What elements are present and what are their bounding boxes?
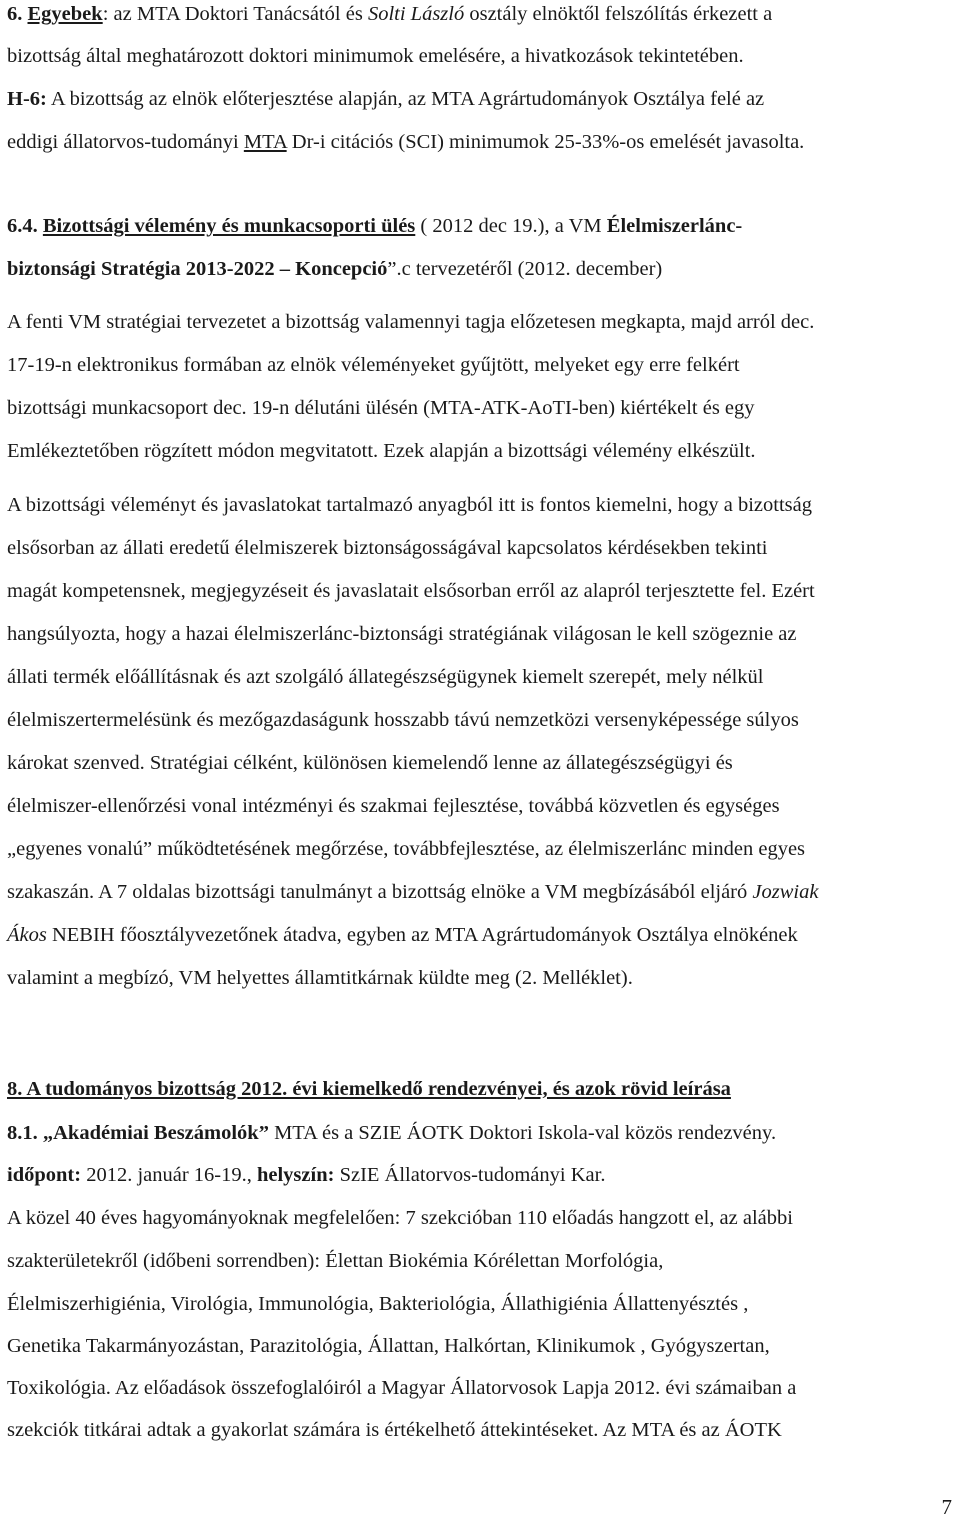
event-info: időpont: 2012. január 16-19., helyszín: SzIE Állatorvos-tudományi Kar. (7, 1164, 606, 1186)
page-number: 7 (941, 1495, 952, 1519)
person-name: Jozwiak (752, 881, 819, 903)
resolution-label: H-6: (7, 88, 47, 110)
section-8-para-line: szekciók titkárai adtak a gyakorlat számára is értékelhető áttekintéseket. Az MTA és az ÁOTK (7, 1419, 782, 1441)
date-label: időpont: (7, 1164, 82, 1186)
para-1-line: 17-19-n elektronikus formában az elnök véleményeket gyűjtött, melyeket egy erre felkért (7, 354, 740, 376)
section-8-para-line: Toxikológia. Az előadások összefoglalóiról a Magyar Állatorvosok Lapja 2012. évi számaiban a (7, 1377, 797, 1399)
para-2-line: állati termék előállításnak és azt szolgáló állategészségügynek kiemelt szerepét, mely nélkül (7, 666, 764, 688)
section-8-heading: 8. A tudományos bizottság 2012. évi kiemelkedő rendezvényei, és azok rövid leírása (7, 1078, 731, 1100)
section-title: Egyebek (27, 3, 103, 25)
section-8-para-line: Élelmiszerhigiénia, Virológia, Immunológia, Bakteriológia, Állathigiénia Állattenyésztés , (7, 1293, 749, 1315)
section-6-line-3: H-6: A bizottság az elnök előterjesztése alapján, az MTA Agrártudományok Osztálya felé az (7, 88, 765, 110)
section-6-4-heading-cont: biztonsági Stratégia 2013-2022 – Koncepció”.c tervezetéről (2012. december) (7, 258, 663, 280)
para-2-line: magát kompetensnek, megjegyzéseit és javaslatait elsősorban erről az alapról terjesztette fel. Ezért (7, 580, 815, 602)
section-6-line-4: eddigi állatorvos-tudományi MTA Dr-i citációs (SCI) minimumok 25-33%-os emelését javasolta. (7, 131, 805, 153)
para-1-line: A fenti VM stratégiai tervezetet a bizottság valamennyi tagja előzetesen megkapta, majd arról dec. (7, 311, 815, 333)
person-name: Ákos (7, 924, 47, 946)
section-8-para-line: Genetika Takarmányozástan, Parazitológia, Állattan, Halkórtan, Klinikumok , Gyógyszertan, (7, 1335, 770, 1357)
person-name: Solti László (367, 3, 465, 25)
place-label: helyszín: (256, 1164, 335, 1186)
para-2-line: elsősorban az állati eredetű élelmiszerek biztonságosságával kapcsolatos kérdésekben tekinti (7, 537, 768, 559)
event-place: SzIE Állatorvos-tudományi Kar. (334, 1164, 606, 1186)
para-2-line: Ákos NEBIH főosztályvezetőnek átadva, egyben az MTA Agrártudományok Osztálya elnökének (7, 924, 798, 946)
para-2-line: A bizottsági véleményt és javaslatokat tartalmazó anyagból itt is fontos kiemelni, hogy a bizottság (7, 494, 812, 516)
section-6-line-1: 6. Egyebek: az MTA Doktori Tanácsától és Solti László osztály elnöktől felszólítás érkezett a (7, 3, 773, 25)
section-number: 6. (7, 3, 23, 25)
para-2-line: károkat szenved. Stratégiai célként, különösen kiemelendő lenne az állategészségügyi és (7, 752, 733, 774)
mta-link: MTA (243, 131, 287, 153)
para-1-line: Emlékeztetőben rögzített módon megvitatott. Ezek alapján a bizottsági vélemény elkészült. (7, 440, 756, 462)
subsection-title: Bizottsági vélemény és munkacsoporti ülés (42, 215, 416, 237)
para-2-line: valamint a megbízó, VM helyettes államtitkárnak küldte meg (2. Melléklet). (7, 967, 633, 989)
section-8-para-line: szakterületekről (időbeni sorrendben): Élettan Biokémia Kórélettan Morfológia, (7, 1250, 664, 1272)
para-2-line: élelmiszertermelésünk és mezőgazdaságunk hosszabb távú nemzetközi versenyképessége súlyos (7, 709, 799, 731)
section-8-para-line: A közel 40 éves hagyományoknak megfelelően: 7 szekcióban 110 előadás hangzott el, az alábbi (7, 1207, 793, 1229)
para-2-line: „egyenes vonalú” működtetésének megőrzése, továbbfejlesztése, az élelmiszerlánc minden egyes (7, 838, 806, 860)
subsection-number: 6.4. (7, 215, 38, 237)
para-2-line: élelmiszer-ellenőrzési vonal intézményi és szakmai fejlesztése, továbbá közvetlen és egységes (7, 795, 780, 817)
section-6-4-heading: 6.4. Bizottsági vélemény és munkacsoporti ülés ( 2012 dec 19.), a VM Élelmiszerlánc- (7, 215, 743, 237)
section-6-line-2: bizottság által meghatározott doktori minimumok emelésére, a hivatkozások tekintetében. (7, 45, 744, 67)
para-2-line: hangsúlyozta, hogy a hazai élelmiszerlánc-biztonsági stratégiának világosan le kell szögeznie az (7, 623, 797, 645)
section-8-1-heading: 8.1. „Akadémiai Beszámolók” MTA és a SZIE ÁOTK Doktori Iskola-val közös rendezvény. (7, 1122, 777, 1144)
para-2-line: szakaszán. A 7 oldalas bizottsági tanulmányt a bizottság elnöke a VM megbízásából eljáró Jozwiak (7, 881, 819, 903)
event-title: „Akadémiai Beszámolók” (42, 1122, 269, 1144)
para-1-line: bizottsági munkacsoport dec. 19-n délutáni ülésén (MTA-ATK-AoTI-ben) kiértékelt és egy (7, 397, 755, 419)
event-date: 2012. január 16-19. (81, 1164, 247, 1186)
